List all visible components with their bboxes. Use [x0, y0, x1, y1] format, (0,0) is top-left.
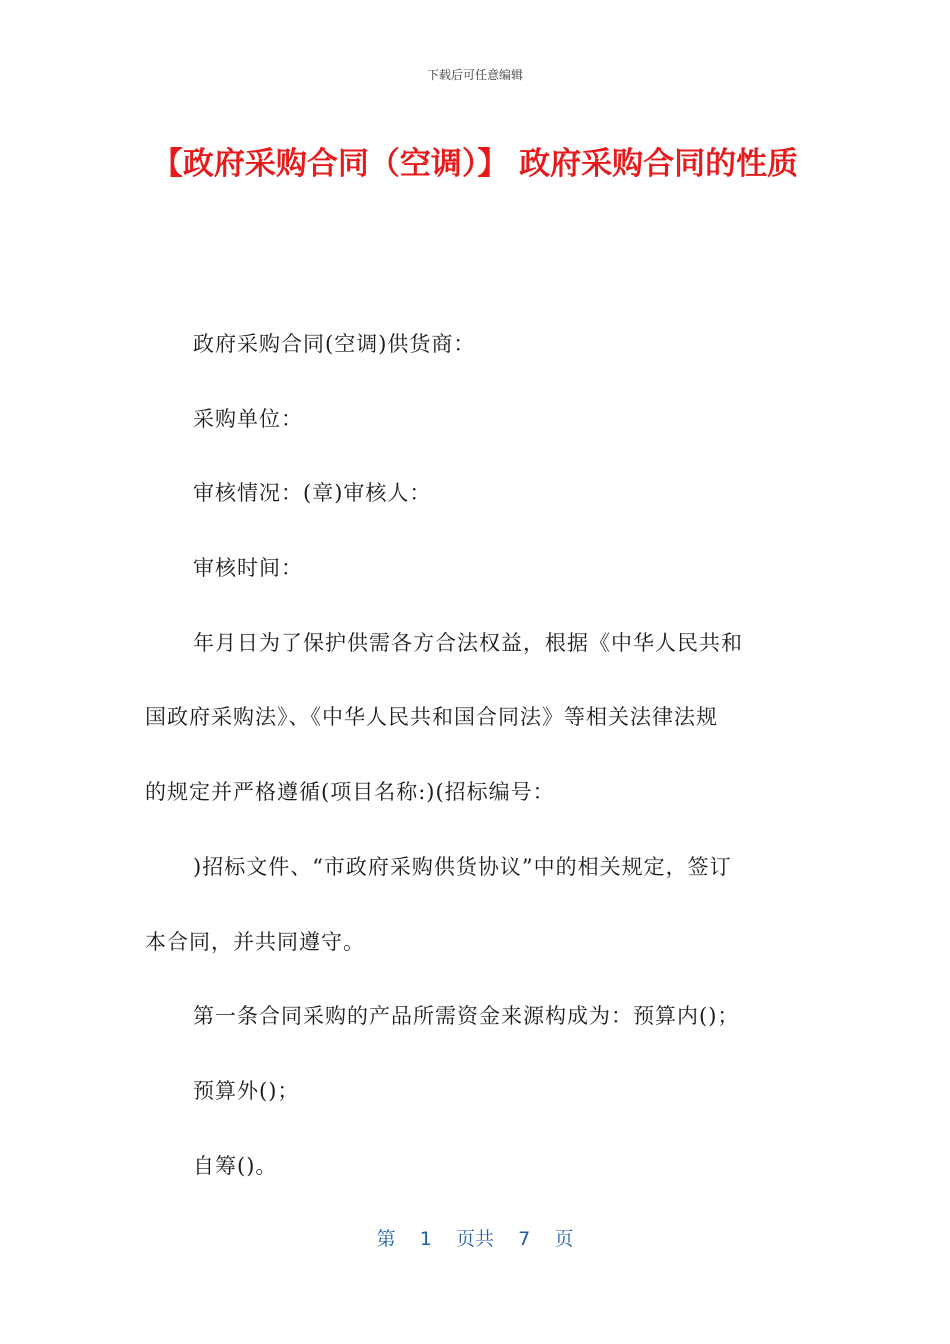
paragraph-preamble-line-4: )招标文件、“市政府采购供货协议”中的相关规定，签订 — [193, 854, 732, 879]
footer-current-page: 1 — [419, 1228, 432, 1250]
paragraph-preamble-line-1: 年月日为了保护供需各方合法权益，根据《中华人民共和 — [193, 630, 743, 655]
paragraph-preamble-line-2: 国政府采购法》、《中华人民共和国合同法》等相关法律法规 — [145, 705, 718, 730]
footer-suffix: 页 — [554, 1228, 574, 1250]
paragraph-review-time: 审核时间： — [193, 556, 303, 581]
header-note: 下载后可任意编辑 — [426, 68, 523, 82]
page-footer — [0, 1224, 950, 1251]
footer-middle: 页共 — [455, 1228, 494, 1250]
document-title: 【政府采购合同（空调）】 政府采购合同的性质 — [151, 146, 799, 182]
footer-total-pages: 7 — [518, 1228, 531, 1250]
document-body — [145, 318, 805, 1214]
paragraph-article-1-line-3: 自筹()。 — [193, 1153, 278, 1178]
paragraph-review-status: 审核情况：(章)审核人： — [193, 481, 432, 506]
footer-prefix: 第 — [376, 1228, 396, 1250]
paragraph-article-1-line-2: 预算外()； — [193, 1078, 300, 1103]
paragraph-supplier: 政府采购合同(空调)供货商： — [193, 332, 476, 356]
paragraph-preamble-line-3: 的规定并严格遵循(项目名称:)(招标编号： — [145, 780, 555, 805]
paragraph-purchaser: 采购单位： — [193, 406, 303, 431]
paragraph-preamble-line-5: 本合同，并共同遵守。 — [145, 929, 365, 954]
paragraph-article-1-line-1: 第一条合同采购的产品所需资金来源构成为：预算内()； — [193, 1004, 740, 1029]
